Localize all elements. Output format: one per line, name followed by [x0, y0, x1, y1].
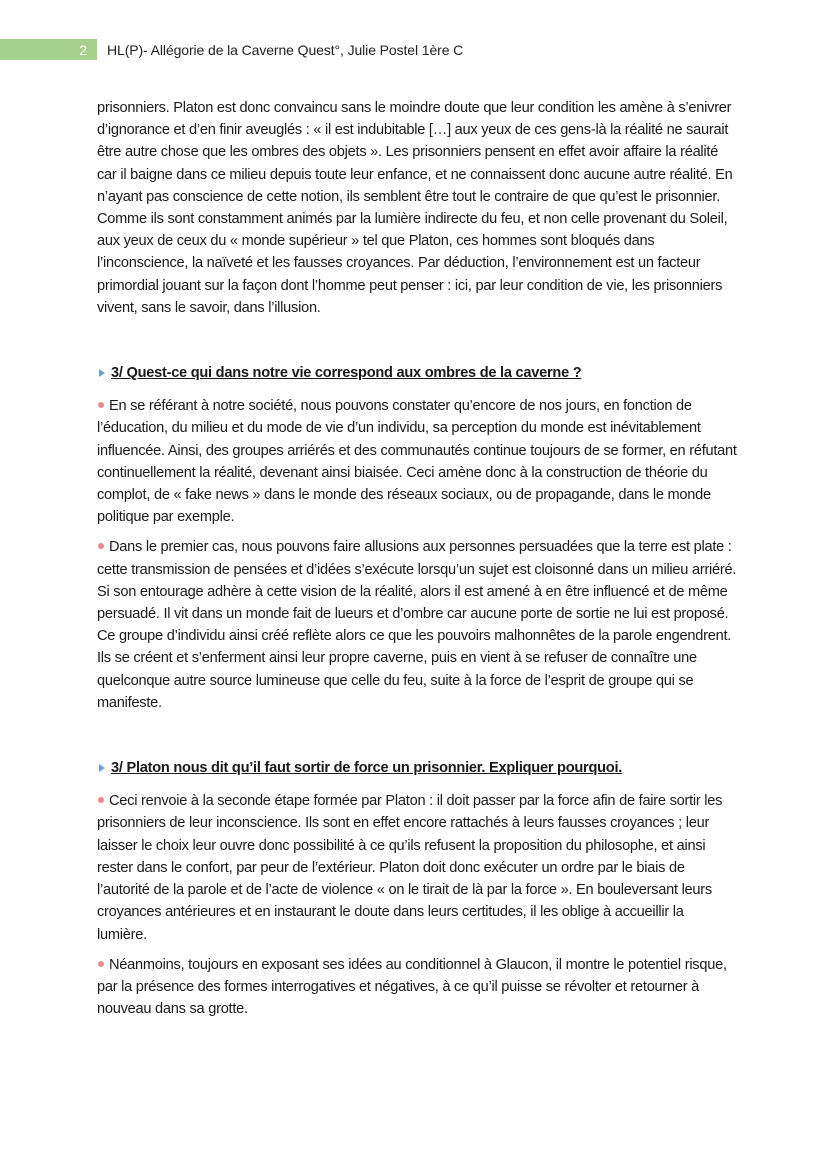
page-header — [0, 39, 463, 60]
paragraph-text: Ceci renvoie à la seconde étape formée par Platon : il doit passer par la force afin de faire sortir les prisonniers de leur inconscience. Ils sont en effet encore rattachés à leurs fausses croyances ; leur laisser le choix leur ouvre donc possibilité à ce qu’ils refusent la proposition du philosophe, et ainsi rester dans le confort, par peur de l’extérieur. Platon doit donc exécuter un ordre par le biais de l’autorité de la parole et de l’acte de violence « on le tirait de là par la force ». En bouleversant leurs croyances antérieures et en instaurant le doute dans leurs certitudes, il les oblige à accueillir la lumière. — [97, 793, 723, 943]
dot-bullet-icon — [98, 402, 104, 408]
paragraph — [97, 536, 737, 714]
dot-bullet-icon — [98, 961, 104, 967]
section-heading — [97, 362, 737, 384]
intro-paragraph: prisonniers. Platon est donc convaincu sans le moindre doute que leur condition les amène à s’enivrer d’ignorance et d’en finir aveuglés : « il est indubitable […] aux yeux de ces gens-là la réalité ne saurait être autre chose que les ombres des objets ». Les prisonniers pensent en effet avoir affaire la réalité car il baigne dans ce milieu depuis toute leur enfance, et ne connaissent donc aucune autre réalité. En n’ayant pas conscience de cette notion, ils semblent être tout le contraire de que qu’est le prisonnier. Comme ils sont constamment animés par la lumière indirecte du feu, et non celle provenant du Soleil, aux yeux de ceux du « monde supérieur » tel que Platon, ces hommes sont bloqués dans l’inconscience, la naïveté et les fausses croyances. Par déduction, l’environnement est un facteur primordial jouant sur la façon dont l’homme peut penser : ici, par leur condition de vie, les prisonniers vivent, sans le savoir, dans l’illusion. — [97, 100, 733, 316]
section-heading — [97, 757, 737, 779]
section-heading-text: 3/ Platon nous dit qu’il faut sortir de force un prisonnier. Expliquer pourquoi. — [111, 760, 623, 777]
paragraph-text: Dans le premier cas, nous pouvons faire allusions aux personnes persuadées que la terre est plate : cette transmission de pensées et d’idées s’exécute lorsqu’un sujet est cloisonné dans un milieu arriéré. Si son entourage adhère à cette vision de la réalité, alors il est amené à en être influencé et de même persuadé. Il vit dans un monde fait de lueurs et d’ombre car aucune porte de sortie ne lui est proposé. Ce groupe d’individu ainsi créé reflète alors ce que les pouvoirs malhonnêtes de la parole engendrent. Ils se créent et s’enferment ainsi leur propre caverne, puis en vient à se refuser de connaître une quelconque autre source lumineuse que celle du feu, suite à la force de l’esprit de groupe qui se manifeste. — [97, 539, 737, 711]
dot-bullet-icon — [98, 797, 104, 803]
paragraph-text: Néanmoins, toujours en exposant ses idées au conditionnel à Glaucon, il montre le potentiel risque, par la présence des formes interrogatives et négatives, à ce qu’il puisse se révolter et retourner à nouveau dans sa grotte. — [97, 956, 727, 1018]
paragraph — [97, 790, 737, 945]
document-body — [97, 97, 737, 1028]
paragraph-text: En se référant à notre société, nous pouvons constater qu’encore de nos jours, en fonction de l’éducation, du milieu et du mode de vie d’un individu, sa perception du monde est inévitablement influencée. Ainsi, des groupes arriérés et des communautés continue toujours de se former, en réfutant continuellement la réalité, devenant ainsi biaisée. Ceci amène donc à la construction de théorie du complot, de « fake news » dans le monde des réseaux sociaux, ou de propagande, dans le monde politique par exemple. — [97, 398, 737, 526]
paragraph — [97, 395, 737, 528]
page-number: 2 — [79, 41, 87, 58]
dot-bullet-icon — [98, 543, 104, 549]
paragraph — [97, 954, 737, 1021]
page-number-bar — [0, 39, 97, 60]
section-shadows — [97, 362, 737, 714]
section-heading-text: 3/ Quest-ce qui dans notre vie correspond aux ombres de la caverne ? — [111, 365, 582, 382]
section-force — [97, 757, 737, 1020]
header-title: HL(P)- Allégorie de la Caverne Quest°, Julie Postel 1ère C — [107, 41, 464, 58]
triangle-bullet-icon — [99, 369, 105, 377]
triangle-bullet-icon — [99, 764, 105, 772]
